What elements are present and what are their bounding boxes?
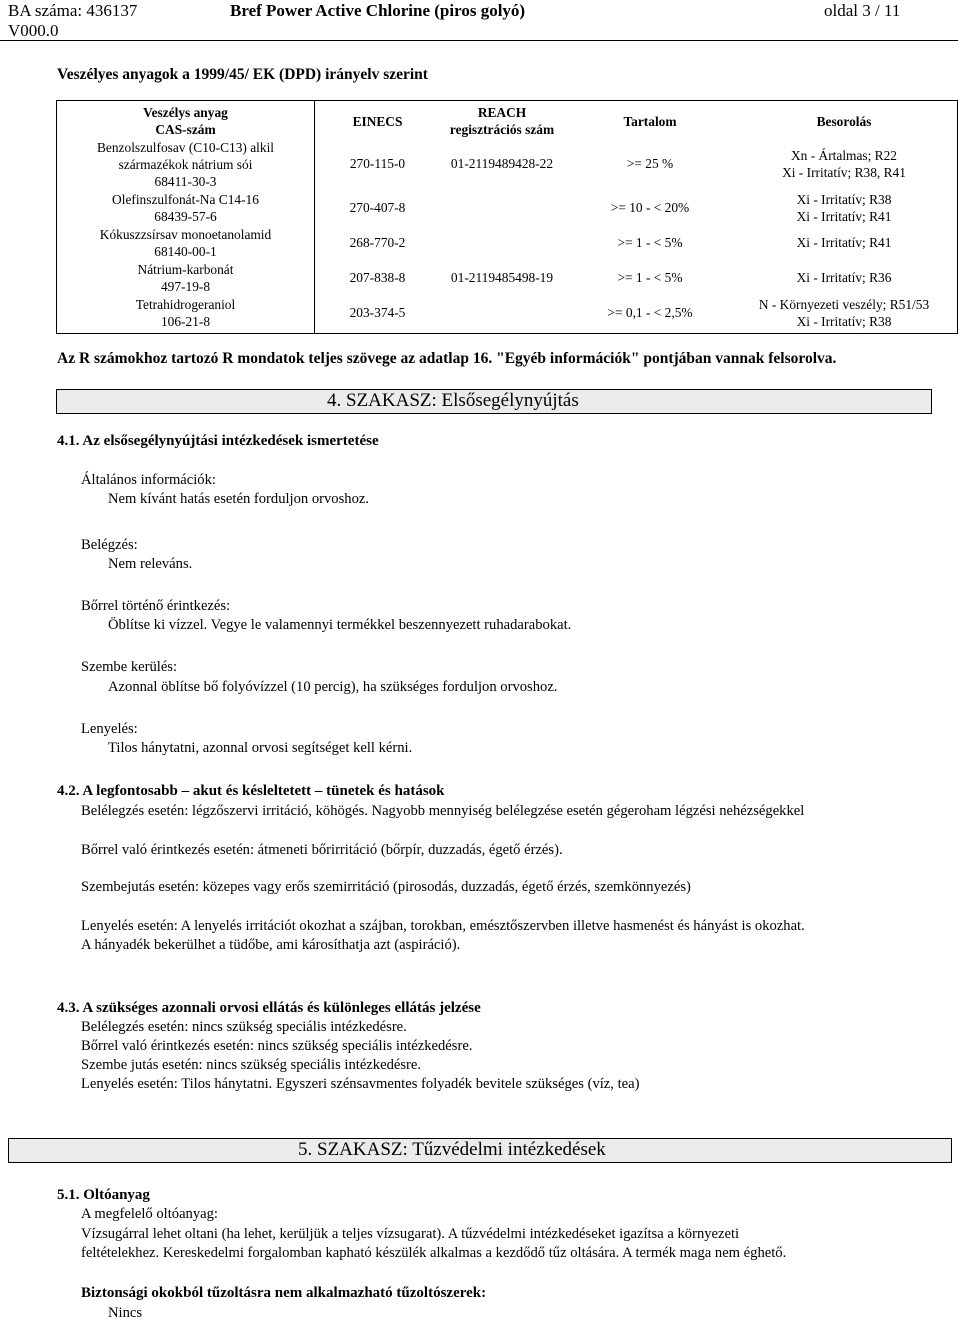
content-range: >= 1 - < 5% bbox=[617, 235, 683, 250]
classification: Xn - Ártalmas; R22 bbox=[791, 148, 897, 163]
classification: Xi - Irritatív; R38 bbox=[796, 192, 892, 207]
general-info-text: Nem kívánt hatás esetén forduljon orvoshoz. bbox=[108, 491, 369, 507]
cas-number: 68140-00-1 bbox=[154, 244, 217, 259]
symptom-line: A hányadék bekerülhet a tüdőbe, ami károsíthatja azt (aspiráció). bbox=[81, 937, 461, 953]
skin-contact-text: Öblítse ki vízzel. Vegye le valamennyi termékkel beszennyezett ruhadarabokat. bbox=[108, 617, 572, 633]
header-classification: Besorolás bbox=[816, 114, 872, 129]
classification: Xi - Irritatív; R41 bbox=[796, 209, 892, 224]
classification: Xi - Irritatív; R38, R41 bbox=[782, 165, 906, 180]
content-range: >= 25 % bbox=[626, 156, 674, 171]
content-range: >= 0,1 - < 2,5% bbox=[607, 305, 693, 320]
symptom-line: Szembejutás esetén: közepes vagy erős szemirritáció (pirosodás, duzzadás, égető érzés, szemkönnyezés) bbox=[81, 879, 691, 895]
inhalation-label: Belégzés: bbox=[81, 537, 138, 553]
treatment-line: Belélegzés esetén: nincs szükség speciális intézkedésre. bbox=[81, 1019, 407, 1035]
header-content: Tartalom bbox=[623, 114, 677, 129]
r-phrases-note: Az R számokhoz tartozó R mondatok teljes szövege az adatlap 16. "Egyéb információk" pontjában vannak felsorolva. bbox=[57, 350, 837, 367]
page-number: oldal 3 / 11 bbox=[824, 1, 901, 20]
header-reach-sub: regisztrációs szám bbox=[449, 122, 555, 137]
einecs-number: 207-838-8 bbox=[349, 270, 406, 285]
header-reach: REACH bbox=[477, 105, 527, 120]
section-4-3-title: 4.3. A szükséges azonnali orvosi ellátás és különleges ellátás jelzése bbox=[57, 1000, 481, 1016]
substance-name: Benzolszulfosav (C10-C13) alkil bbox=[96, 140, 275, 155]
classification: N - Környezeti veszély; R51/53 bbox=[758, 297, 930, 312]
treatment-line: Lenyelés esetén: Tilos hánytatni. Egyszeri szénsavmentes folyadék bevitele szükséges (víz, tea) bbox=[81, 1076, 640, 1092]
section-5-title: 5. SZAKASZ: Tűzvédelmi intézkedések bbox=[298, 1139, 606, 1160]
substance-name: Kókuszzsírsav monoetanolamid bbox=[99, 227, 272, 242]
section-4-1-title: 4.1. Az elsősegélynyújtási intézkedések ismertetése bbox=[57, 433, 379, 449]
ingestion-text: Tilos hánytatni, azonnal orvosi segítséget kell kérni. bbox=[108, 740, 413, 756]
reach-number: 01-2119485498-19 bbox=[450, 270, 554, 285]
classification: Xi - Irritatív; R36 bbox=[796, 270, 892, 285]
section-4-2-title: 4.2. A legfontosabb – akut és késleltetett – tünetek és hatások bbox=[57, 783, 445, 799]
treatment-line: Szembe jutás esetén: nincs szükség speciális intézkedésre. bbox=[81, 1057, 422, 1073]
cas-number: 68439-57-6 bbox=[154, 209, 217, 224]
header-divider bbox=[0, 40, 958, 41]
content-range: >= 1 - < 5% bbox=[617, 270, 683, 285]
classification: Xi - Irritatív; R38 bbox=[796, 314, 892, 329]
header-substance: Veszélys anyag bbox=[143, 105, 228, 120]
section-4-title: 4. SZAKASZ: Elsősegélynyújtás bbox=[327, 390, 579, 411]
product-name: Bref Power Active Chlorine (piros golyó) bbox=[230, 1, 526, 20]
symptom-line: Bőrrel való érintkezés esetén: átmeneti bőrirritáció (bőrpír, duzzadás, égető érzés). bbox=[81, 842, 563, 858]
substance-name: Nátrium-karbonát bbox=[137, 262, 234, 277]
cas-number: 68411-30-3 bbox=[154, 174, 217, 189]
header-einecs: EINECS bbox=[352, 114, 403, 129]
symptom-line: Lenyelés esetén: A lenyelés irritációt okozhat a szájban, torokban, emésztőszervben illetve hasmenést és hányást is okozhat. bbox=[81, 918, 805, 934]
version: V000.0 bbox=[8, 21, 59, 40]
suitable-media-text: feltételekhez. Kereskedelmi forgalomban kapható készülék alkalmas a kezdődő tűz oltására. A termék maga nem éghető. bbox=[81, 1245, 787, 1261]
substance-name: Tetrahidrogeraniol bbox=[135, 297, 236, 312]
section-5-1-title: 5.1. Oltóanyag bbox=[57, 1187, 150, 1203]
suitable-media-label: A megfelelő oltóanyag: bbox=[81, 1206, 218, 1222]
substance-name: Olefinszulfonát-Na C14-16 bbox=[112, 192, 259, 207]
reach-number: 01-2119489428-22 bbox=[450, 156, 554, 171]
unsuitable-media-label: Biztonsági okokból tűzoltásra nem alkalmazható tűzoltószerek: bbox=[81, 1285, 487, 1301]
treatment-line: Bőrrel való érintkezés esetén: nincs szükség speciális intézkedésre. bbox=[81, 1038, 473, 1054]
table-column-divider bbox=[314, 100, 315, 333]
eye-contact-label: Szembe kerülés: bbox=[81, 659, 178, 675]
einecs-number: 268-770-2 bbox=[349, 235, 406, 250]
suitable-media-text: Vízsugárral lehet oltani (ha lehet, kerüljük a teljes vízsugarat). A tűzvédelmi intézkedéseket igazítsa a környezeti bbox=[81, 1226, 740, 1242]
content-range: >= 10 - < 20% bbox=[610, 200, 690, 215]
cas-number: 497-19-8 bbox=[160, 279, 211, 294]
unsuitable-media-text: Nincs bbox=[108, 1305, 143, 1321]
einecs-number: 270-407-8 bbox=[349, 200, 406, 215]
doc-number: BA száma: 436137 bbox=[8, 1, 138, 20]
substance-name: származékok nátrium sói bbox=[118, 157, 253, 172]
skin-contact-label: Bőrrel történő érintkezés: bbox=[81, 598, 231, 614]
header-cas: CAS-szám bbox=[155, 122, 216, 137]
general-info-label: Általános információk: bbox=[81, 472, 216, 488]
einecs-number: 270-115-0 bbox=[349, 156, 406, 171]
symptom-line: Belélegzés esetén: légzőszervi irritáció, köhögés. Nagyobb mennyiség belélegzése esetén gégeroham légzési nehézségekkel bbox=[81, 803, 805, 819]
section-subtitle: Veszélyes anyagok a 1999/45/ EK (DPD) irányelv szerint bbox=[57, 66, 428, 83]
ingestion-label: Lenyelés: bbox=[81, 721, 138, 737]
eye-contact-text: Azonnal öblítse bő folyóvízzel (10 percig), ha szükséges forduljon orvoshoz. bbox=[108, 679, 558, 695]
einecs-number: 203-374-5 bbox=[349, 305, 406, 320]
inhalation-text: Nem releváns. bbox=[108, 556, 193, 572]
classification: Xi - Irritatív; R41 bbox=[796, 235, 892, 250]
cas-number: 106-21-8 bbox=[160, 314, 211, 329]
